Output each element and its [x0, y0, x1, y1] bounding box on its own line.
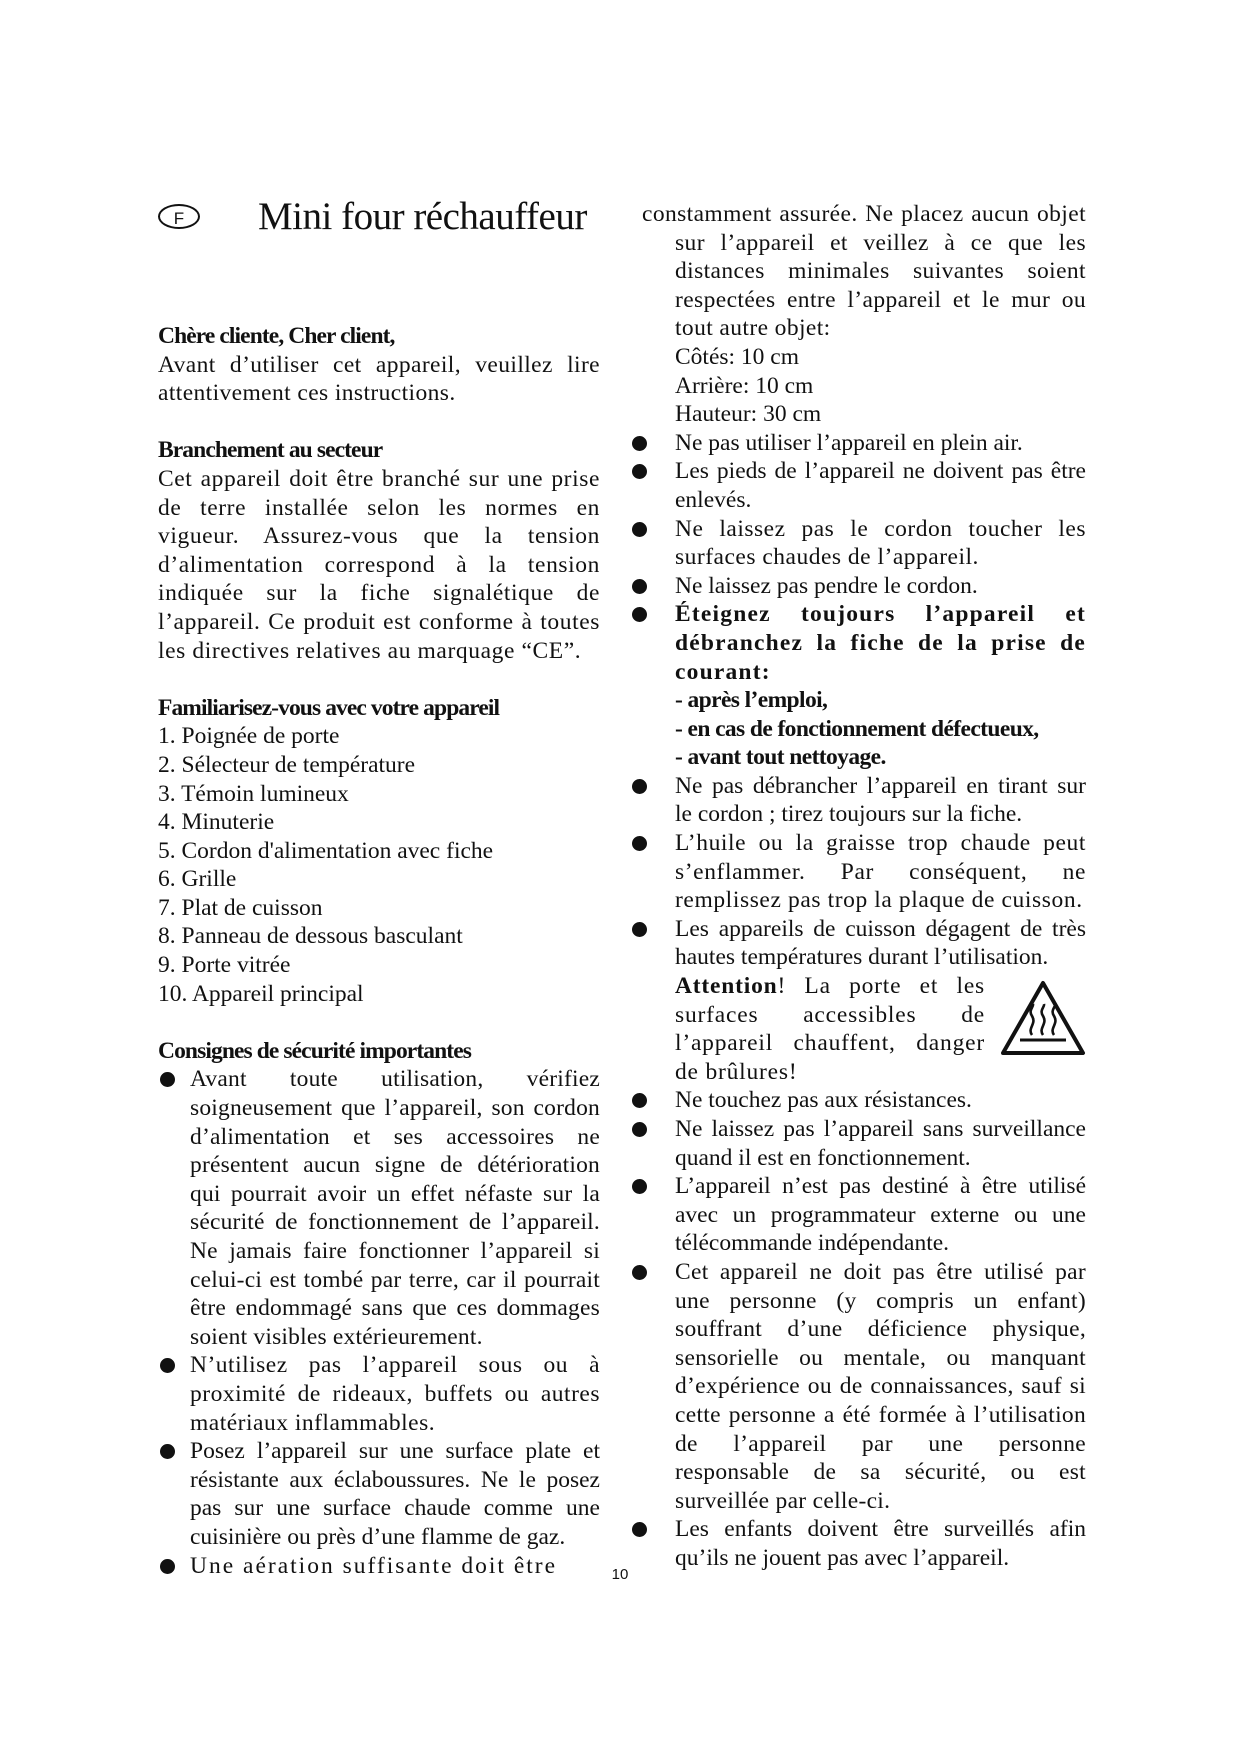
safety-list-right-b [642, 772, 1086, 972]
greeting-heading: Chère cliente, Cher client, [158, 323, 395, 349]
greeting-intro: Avant d’utiliser cet appareil, veuillez lire attentivement ces instructions. [158, 351, 600, 407]
parts-item: 5. Cordon d'alimentation avec fiche [158, 837, 494, 864]
parts-heading: Familiarisez-vous avec votre appareil [158, 694, 500, 721]
unplug-condition: - après l’emploi, [675, 687, 828, 714]
unplug-condition: - en cas de fonctionnement défectueux, [675, 715, 1039, 742]
ventilation-continuation: constamment assurée. Ne placez aucun objet sur l’appareil et veillez à ce que les distances minimales suivantes soient respectées entre l’appareil et le mur ou tout autre objet: [642, 201, 1086, 342]
unplug-condition: - avant tout nettoyage. [675, 744, 886, 771]
bullet-icon [632, 922, 647, 937]
distance-item: Arrière: 10 cm [675, 372, 814, 399]
safety-heading: Consignes de sécurité importantes [158, 1037, 471, 1064]
parts-item: 10. Appareil principal [158, 980, 364, 1007]
parts-item: 1. Poignée de porte [158, 723, 340, 750]
attention-label: Attention [675, 973, 778, 1000]
distance-list [642, 343, 1086, 429]
hot-surface-warning-icon [1000, 980, 1086, 1056]
distance-item: Côtés: 10 cm [675, 343, 800, 370]
left-column [158, 195, 600, 1580]
distance-item: Hauteur: 30 cm [675, 401, 822, 428]
bullet-icon [632, 522, 647, 537]
bullet-icon [632, 836, 647, 851]
safety-item: Ne pas débrancher l’appareil en tirant sur le cordon ; tirez toujours sur la fiche. [642, 772, 1086, 829]
safety-item: Les pieds de l’appareil ne doivent pas être enlevés. [642, 457, 1086, 514]
bullet-icon [632, 1522, 647, 1537]
bullet-icon [632, 579, 647, 594]
safety-item: Ne laissez pas l’appareil sans surveillance quand il est en fonctionnement. [642, 1115, 1086, 1172]
bullet-icon [632, 1093, 647, 1108]
attention-notice [642, 972, 1086, 1086]
bullet-icon [160, 1072, 175, 1087]
safety-item: Une aération suffisante doit être [158, 1552, 600, 1581]
safety-item-unplug: Éteignez toujours l’appareil et débranchez la fiche de la prise de courant: [642, 600, 1086, 686]
bullet-icon [160, 1358, 175, 1373]
safety-item: Ne pas utiliser l’appareil en plein air. [642, 429, 1086, 458]
right-column [642, 200, 1086, 1573]
safety-item: Posez l’appareil sur une surface plate et résistante aux éclaboussures. Ne le posez pas sur une surface chaude comme une cuisinière ou près d’une flamme de gaz. [158, 1437, 600, 1551]
parts-item: 8. Panneau de dessous basculant [158, 923, 463, 950]
safety-item: Avant toute utilisation, vérifiez soigneusement que l’appareil, son cordon d’alimentation et ses accessoires ne présentent aucun signe de détérioration qui pourrait avoir un effet néfaste sur la sécurité de fonctionnement de l’appareil. Ne jamais faire fonctionner l’appareil si celui-ci est tombé par terre, car il pourrait être endommagé sans que ces dommages soient visibles extérieurement. [158, 1065, 600, 1351]
bullet-icon [632, 607, 647, 622]
bullet-icon [160, 1444, 175, 1459]
bullet-icon [632, 1179, 647, 1194]
safety-item: Les enfants doivent être surveillés afin qu’ils ne jouent pas avec l’appareil. [642, 1515, 1086, 1572]
bullet-icon [632, 436, 647, 451]
bullet-icon [160, 1559, 175, 1574]
language-badge: F [158, 204, 200, 229]
bullet-icon [632, 464, 647, 479]
parts-list [158, 722, 600, 1008]
safety-list-left [158, 1065, 600, 1580]
page-number: 10 [611, 1566, 629, 1583]
safety-item: L’appareil n’est pas destiné à être utilisé avec un programmateur externe ou une télécommande indépendante. [642, 1172, 1086, 1258]
safety-item: Ne laissez pas pendre le cordon. [642, 572, 1086, 601]
bullet-icon [632, 1265, 647, 1280]
mains-heading: Branchement au secteur [158, 437, 383, 464]
safety-item: L’huile ou la graisse trop chaude peut s’enflammer. Par conséquent, ne remplissez pas trop la plaque de cuisson. [642, 829, 1086, 915]
safety-list-right-a [642, 429, 1086, 686]
page-title: Mini four réchauffeur [258, 195, 587, 238]
safety-item: N’utilisez pas l’appareil sous ou à proximité de rideaux, buffets ou autres matériaux inflammables. [158, 1351, 600, 1437]
parts-item: 4. Minuterie [158, 809, 275, 836]
parts-item: 3. Témoin lumineux [158, 780, 349, 807]
safety-item: Ne laissez pas le cordon toucher les surfaces chaudes de l’appareil. [642, 515, 1086, 572]
mains-text: Cet appareil doit être branché sur une prise de terre installée selon les normes en vigueur. Assurez-vous que la tension d’alimentation correspond à la tension indiquée sur la fiche signalétique de l’appareil. Ce produit est conforme à toutes les directives relatives au marquage “CE”. [158, 465, 600, 664]
safety-item: Cet appareil ne doit pas être utilisé par une personne (y compris un enfant) souffrant d’une déficience physique, sensorielle ou mentale, ou manquant d’expérience ou de connaissances, sauf si cette personne a été formée à l’utilisation de l’appareil par une personne responsable de sa sécurité, ou est surveillée par celle-ci. [642, 1258, 1086, 1515]
parts-item: 9. Porte vitrée [158, 952, 291, 979]
attention-text: ! La porte et les surfaces accessibles de l’appareil chauffent, danger de brûlures! [675, 973, 985, 1085]
parts-item: 2. Sélecteur de température [158, 751, 416, 778]
safety-item: Ne touchez pas aux résistances. [642, 1086, 1086, 1115]
safety-item: Les appareils de cuisson dégagent de très hautes températures durant l’utilisation. [642, 915, 1086, 972]
parts-item: 6. Grille [158, 866, 237, 893]
safety-list-right-c [642, 1086, 1086, 1572]
bullet-icon [632, 779, 647, 794]
bullet-icon [632, 1122, 647, 1137]
parts-item: 7. Plat de cuisson [158, 894, 323, 921]
